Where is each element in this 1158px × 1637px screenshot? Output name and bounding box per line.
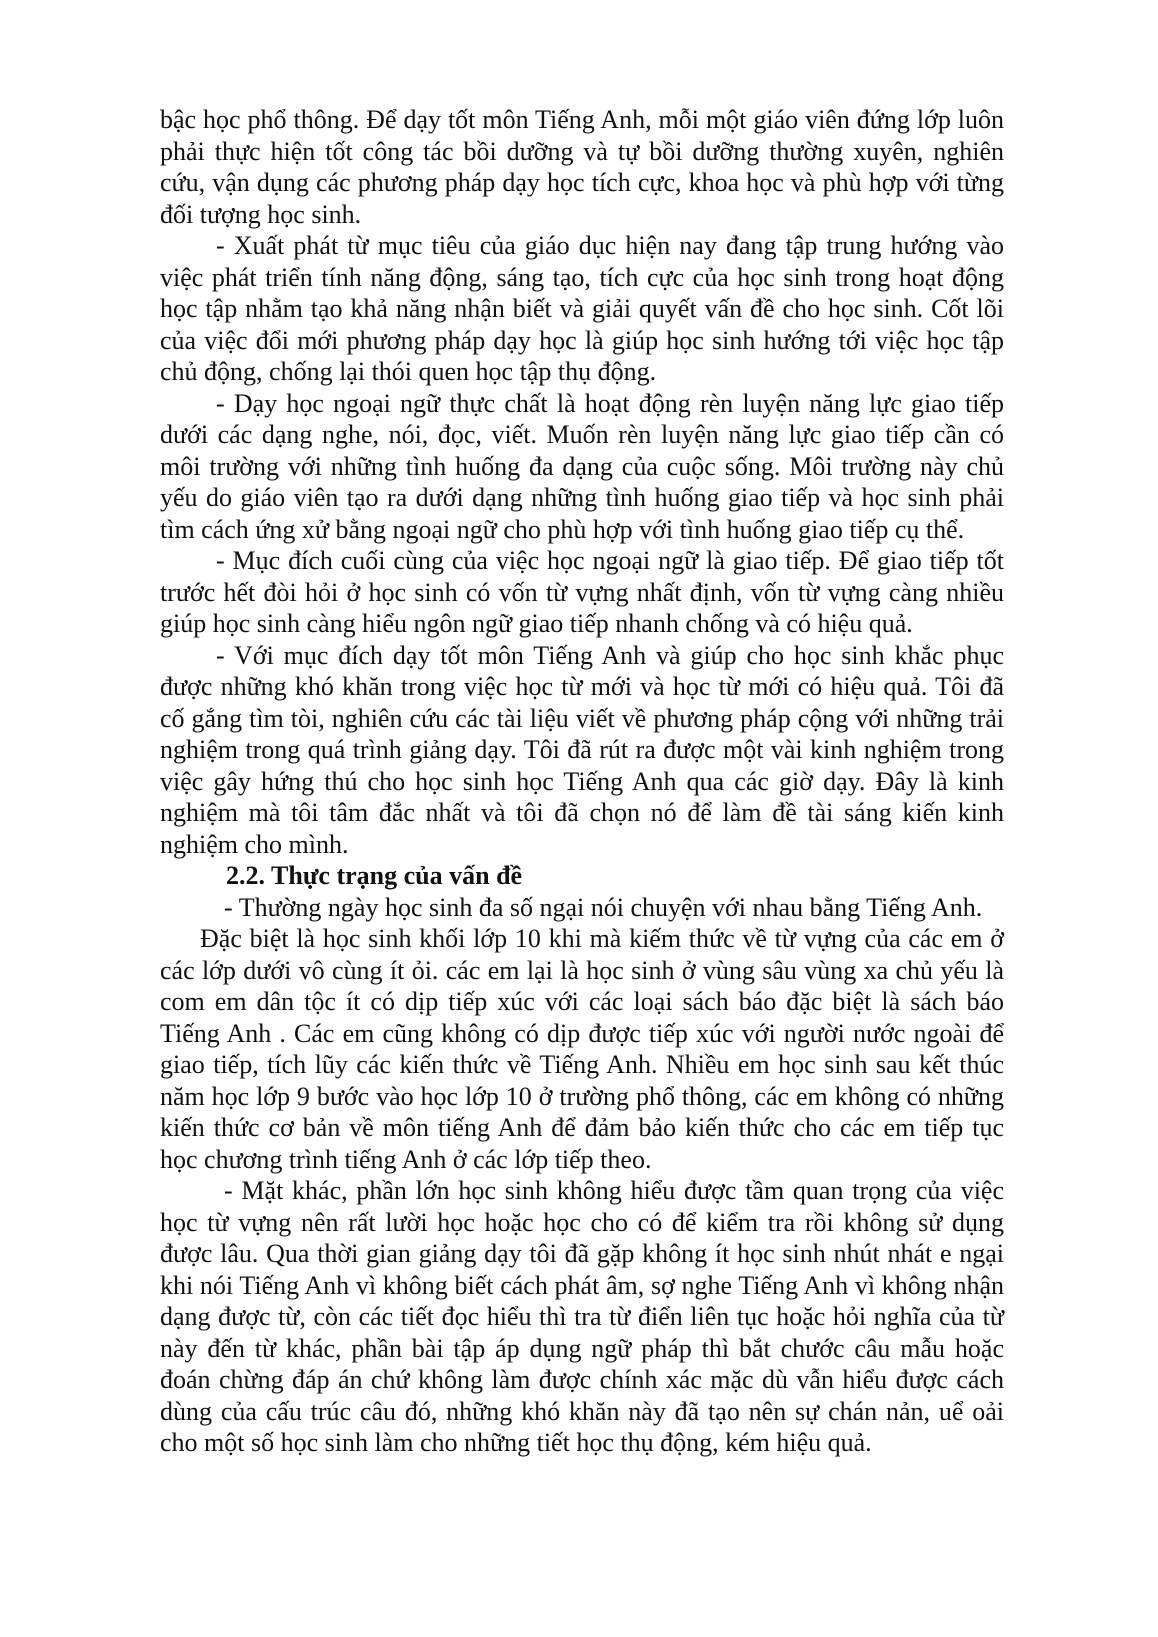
paragraph-communication-purpose: - Mục đích cuối cùng của việc học ngoại ngữ là giao tiếp. Để giao tiếp tốt trước hết đòi hỏi ở học sinh có vốn từ vựng nhất định, vốn từ vựng càng nhiều giúp học sinh càng hiểu ngôn ngữ giao tiếp nhanh chống và có hiệu quả.: [160, 546, 1004, 638]
paragraph-intro: bậc học phổ thông. Để dạy tốt môn Tiếng Anh, mỗi một giáo viên đứng lớp luôn phải thực hiện tốt công tác bồi dưỡng và tự bồi dưỡng thường xuyên, nghiên cứu, vận dụng các phương pháp dạy học tích cực, khoa học và phù hợp với từng đối tượng học sinh.: [160, 105, 1004, 229]
paragraph-vocabulary-importance: - Mặt khác, phần lớn học sinh không hiểu được tầm quan trọng của việc học từ vựng nên rất lười học hoặc học cho có để kiểm tra rồi không sử dụng được lâu. Qua thời gian giảng dạy tôi đã gặp không ít học sinh nhút nhát e ngại khi nói Tiếng Anh vì không biết cách phát âm, sợ nghe Tiếng Anh vì không nhận dạng được từ, còn các tiết đọc hiểu thì tra từ điển liên tục hoặc hỏi nghĩa của từ này đến từ khác, phần bài tập áp dụng ngữ pháp thì bắt chước câu mẫu hoặc đoán chừng đáp án chứ không làm được chính xác mặc dù vẫn hiểu được cách dùng của cấu trúc câu đó, những khó khăn này đã tạo nên sự chán nản, uể oải cho một số học sinh làm cho những tiết học thụ động, kém hiệu quả.: [160, 1176, 1004, 1457]
paragraph-experience: - Với mục đích dạy tốt môn Tiếng Anh và giúp cho học sinh khắc phục được những khó khăn trong việc học từ mới và học từ mới có hiệu quả. Tôi đã cố gắng tìm tòi, nghiên cứu các tài liệu viết về phương pháp cộng với những trải nghiệm trong quá trình giảng dạy. Tôi đã rút ra được một vài kinh nghiệm trong việc gây hứng thú cho học sinh học Tiếng Anh qua các giờ dạy. Đây là kinh nghiệm mà tôi tâm đắc nhất và tôi đã chọn nó để làm đề tài sáng kiến kinh nghiệm cho mình.: [160, 640, 1004, 859]
paragraph-language-teaching: - Dạy học ngoại ngữ thực chất là hoạt động rèn luyện năng lực giao tiếp dưới các dạng nghe, nói, đọc, viết. Muốn rèn luyện năng lực giao tiếp cần có môi trường với những tình huống đa dạng của cuộc sống. Môi trường này chủ yếu do giáo viên tạo ra dưới dạng những tình huống giao tiếp và học sinh phải tìm cách ứng xử bằng ngoại ngữ cho phù hợp với tình huống giao tiếp cụ thể.: [160, 388, 1004, 544]
paragraph-education-goal: - Xuất phát từ mục tiêu của giáo dục hiện nay đang tập trung hướng vào việc phát triển tính năng động, sáng tạo, tích cực của học sinh trong hoạt động học tập nhằm tạo khả năng nhận biết và giải quyết vấn đề cho học sinh. Cốt lõi của việc đổi mới phương pháp dạy học là giúp học sinh hướng tới việc học tập chủ động, chống lại thói quen học tập thụ động.: [160, 231, 1004, 386]
paragraph-grade10-students: Đặc biệt là học sinh khối lớp 10 khi mà kiếm thức về từ vựng của các em ở các lớp dưới vô cùng ít ỏi. các em lại là học sinh ở vùng sâu vùng xa chủ yếu là com em dân tộc ít có dịp tiếp xúc với các loại sách báo đặc biệt là sách báo Tiếng Anh . Các em cũng không có dịp được tiếp xúc với người nước ngoài để giao tiếp, tích lũy các kiến thức về Tiếng Anh. Nhiều em học sinh sau kết thúc năm học lớp 9 bước vào học lớp 10 ở trường phổ thông, các em không có những kiến thức cơ bản về môn tiếng Anh để đảm bảo kiến thức cho các em tiếp tục học chương trình tiếng Anh ở các lớp tiếp theo.: [160, 924, 1004, 1174]
document-page: [160, 104, 1004, 1459]
section-lead: - Thường ngày học sinh đa số ngại nói chuyện với nhau bằng Tiếng Anh.: [224, 892, 983, 922]
section-heading: 2.2. Thực trạng của vấn đề: [226, 861, 523, 890]
